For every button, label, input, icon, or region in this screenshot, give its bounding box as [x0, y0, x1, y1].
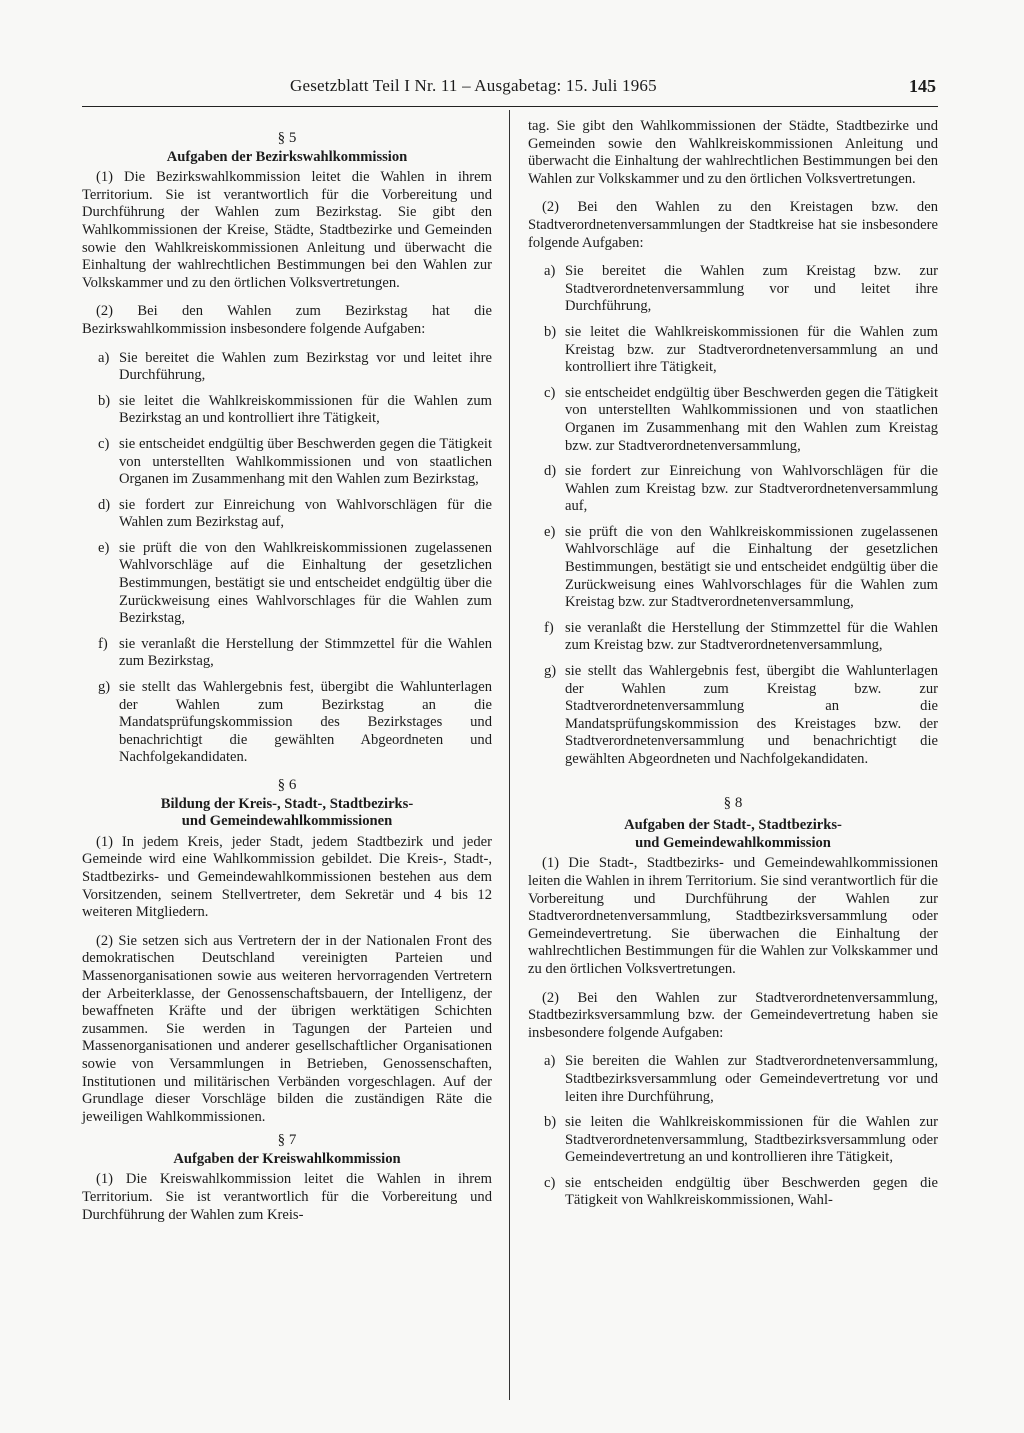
list-item: f) sie veranlaßt die Herstellung der Stimmzettel für die Wahlen zum Kreistag bzw. zur Stadtverordnetenversammlung, [544, 619, 938, 654]
section-5-number: § 5 [277, 130, 297, 146]
section-5-paragraph-1: (1) Die Bezirkswahlkommission leitet die Wahlen in ihrem Territorium. Sie ist verantwortlich für die Vorbereitung und Durchführung der Wahlen zum Bezirkstag. Sie gibt den Wahlkommissionen der Kreise, Städte, Stadtbezirke und Gemeinden sowie den Wahlkreiskommissionen Anleitung und überwacht die Einhaltung der wahlrechtlichen Bestimmungen bei den Wahlen zur Volkskammer und zu den örtlichen Volksvertretungen. [82, 169, 492, 291]
section-8-title-line-2: und Gemeindewahlkommission [635, 834, 831, 851]
section-7-task-list [528, 263, 938, 768]
section-5-title: Aufgaben der Bezirkswahlkommission [166, 148, 408, 165]
list-item: g) sie stellt das Wahlergebnis fest, übergibt die Wahlunterlagen der Wahlen zum Bezirkstag an die Mandatsprüfungskommission des Bezirkstages und benachrichtigt die gewählten Abgeordneten und Nachfolgekandidaten. [98, 679, 492, 766]
section-8-title-line-1: Aufgaben der Stadt-, Stadtbezirks- [624, 817, 842, 834]
list-item: a) Sie bereiten die Wahlen zur Stadtverordnetenversammlung, Stadtbezirksversammlung oder Gemeindevertretung vor und leiten ihre Durchführung, [544, 1053, 938, 1105]
section-6-paragraph-1: (1) In jedem Kreis, jeder Stadt, jedem Stadtbezirk und jeder Gemeinde wird eine Wahlkommission gebildet. Die Kreis-, Stadt-, Stadtbezirks- und Gemeindewahlkommissionen bestehen aus dem Vorsitzenden, seinem Stellvertreter, dem Sekretär und 4 bis 12 weiteren Mitgliedern. [82, 833, 492, 921]
list-item: a) Sie bereitet die Wahlen zum Kreistag bzw. zur Stadtverordnetenversammlung vor und leitet ihre Durchführung, [544, 263, 938, 315]
list-item: b) sie leitet die Wahlkreiskommissionen für die Wahlen zum Kreistag bzw. zur Stadtverordnetenversammlung an und kontrolliert ihre Tätigkeit, [544, 323, 938, 376]
section-8-task-list [528, 1053, 938, 1210]
list-item: b) sie leitet die Wahlkreiskommissionen für die Wahlen zum Bezirkstag an und kontrolliert ihre Tätigkeit, [98, 392, 492, 427]
section-5-task-list [82, 350, 492, 767]
section-6-title-line-2: und Gemeindewahlkommissionen [181, 813, 393, 830]
list-item: c) sie entscheidet endgültig über Beschwerden gegen die Tätigkeit von unterstellten Wahlkommissionen und von staatlichen Organen im Zusammenhang mit den Wahlen zum Kreistag bzw. zur Stadtverordnetenversammlung, [544, 384, 938, 454]
section-6-paragraph-2: (2) Sie setzen sich aus Vertretern der in der Nationalen Front des demokratischen Deutschland vereinigten Parteien und Massenorganisationen sowie aus weiteren hervorragenden Vertretern der Arbeiterklasse, der Genossenschaftsbauern, der Intelligenz, der bewaffneten Kräfte und der übrigen werktätigen Schichten zusammen. Sie werden in Tagungen der Parteien und Massenorganisationen und anderer gesellschaftlicher Organisationen sowie von Versammlungen in Betrieben, Genossenschaften, Institutionen und militärischen Verbänden vorgeschlagen. Auf der Grundlage dieser Vorschläge bilden die zuständigen Räte die jeweiligen Wahlkommissionen. [82, 932, 492, 1125]
list-item: e) sie prüft die von den Wahlkreiskommissionen zugelassenen Wahlvorschläge auf die Einhaltung der gesetzlichen Bestimmungen, bestätigt sie und entscheidet endgültig über die Zurückweisung eines Wahlvorschlages für die Wahlen zum Kreistag bzw. zur Stadtverordnetenversammlung, [544, 523, 938, 611]
right-column [528, 118, 938, 1220]
section-7-title: Aufgaben der Kreiswahlkommission [173, 1150, 401, 1167]
list-item: c) sie entscheiden endgültig über Beschwerden gegen die Tätigkeit von Wahlkreiskommissionen, Wahl- [544, 1174, 938, 1209]
list-item: e) sie prüft die von den Wahlkreiskommissionen zugelassenen Wahlvorschläge auf die Einhaltung der gesetzlichen Bestimmungen, bestätigt sie und entscheidet endgültig über die Zurückweisung eines Wahlvorschlages für die Wahlen zum Bezirkstag, [98, 539, 492, 627]
list-item: d) sie fordert zur Einreichung von Wahlvorschlägen für die Wahlen zum Kreistag bzw. zur Stadtverordnetenversammlung auf, [544, 463, 938, 515]
header-rule [82, 106, 938, 107]
list-item: d) sie fordert zur Einreichung von Wahlvorschlägen für die Wahlen zum Bezirkstag auf, [98, 496, 492, 531]
section-8-paragraph-2: (2) Bei den Wahlen zur Stadtverordnetenversammlung, Stadtbezirksversammlung bzw. der Gemeindevertretung haben sie insbesondere folgende Aufgaben: [528, 989, 938, 1041]
list-item: c) sie entscheidet endgültig über Beschwerden gegen die Tätigkeit von unterstellten Wahlkommissionen und von staatlichen Organen im Zusammenhang mit den Wahlen zum Bezirkstag, [98, 435, 492, 488]
list-item: f) sie veranlaßt die Herstellung der Stimmzettel für die Wahlen zum Bezirkstag, [98, 635, 492, 670]
list-item: b) sie leiten die Wahlkreiskommissionen für die Wahlen zur Stadtverordnetenversammlung, Stadtbezirksversammlung oder Gemeindevertretung an und kontrollieren ihre Tätigkeit, [544, 1114, 938, 1166]
list-item: a) Sie bereitet die Wahlen zum Bezirkstag vor und leitet ihre Durchführung, [98, 349, 492, 384]
section-6-number: § 6 [277, 777, 297, 793]
page-number: 145 [909, 76, 936, 96]
section-7-paragraph-2: (2) Bei den Wahlen zu den Kreistagen bzw. den Stadtverordnetenversammlungen der Stadtkreise hat sie insbesondere folgende Aufgaben: [528, 199, 938, 251]
section-7-paragraph-1-start: (1) Die Kreiswahlkommission leitet die Wahlen in ihrem Territorium. Sie ist verantwortlich für die Vorbereitung und Durchführung der Wahlen zum Kreis- [82, 1171, 492, 1223]
list-item: g) sie stellt das Wahlergebnis fest, übergibt die Wahlunterlagen der Wahlen zum Kreistag bzw. zur Stadtverordnetenversammlung an die Mandatsprüfungskommission des Kreistages bzw. der Stadtverordnetenversammlung und benachrichtigt die gewählten Abgeordneten und Nachfolgekandidaten. [544, 663, 938, 767]
section-7-paragraph-1-continued: tag. Sie gibt den Wahlkommissionen der Städte, Stadtbezirke und Gemeinden sowie den Wahlkreiskommissionen Anleitung und überwacht die Einhaltung der wahlrechtlichen Bestimmungen bei den Wahlen zur Volkskammer und zu den örtlichen Volksvertretungen. [528, 118, 938, 187]
page-header [82, 76, 938, 102]
left-column [82, 130, 492, 1235]
gazette-title: Gesetzblatt Teil I Nr. 11 – Ausgabetag: 15. Juli 1965 [290, 76, 657, 95]
section-8-paragraph-1: (1) Die Stadt-, Stadtbezirks- und Gemeindewahlkommissionen leiten die Wahlen in ihrem Territorium. Sie sind verantwortlich für die Vorbereitung und Durchführung der Wahlen zur Stadtverordnetenversammlung, Stadtbezirksversammlung oder Gemeindevertretung. Sie überwachen die Einhaltung der wahlrechtlichen Bestimmungen für die Wahlen zur Volkskammer und zu den örtlichen Volksvertretungen. [528, 855, 938, 977]
section-6-title-line-1: Bildung der Kreis-, Stadt-, Stadtbezirks- [160, 795, 414, 812]
section-7-number: § 7 [277, 1132, 297, 1149]
column-divider [509, 110, 510, 1400]
section-8-number: § 8 [723, 794, 743, 811]
section-5-paragraph-2: (2) Bei den Wahlen zum Bezirkstag hat die Bezirkswahlkommission insbesondere folgende Aufgaben: [82, 303, 492, 337]
